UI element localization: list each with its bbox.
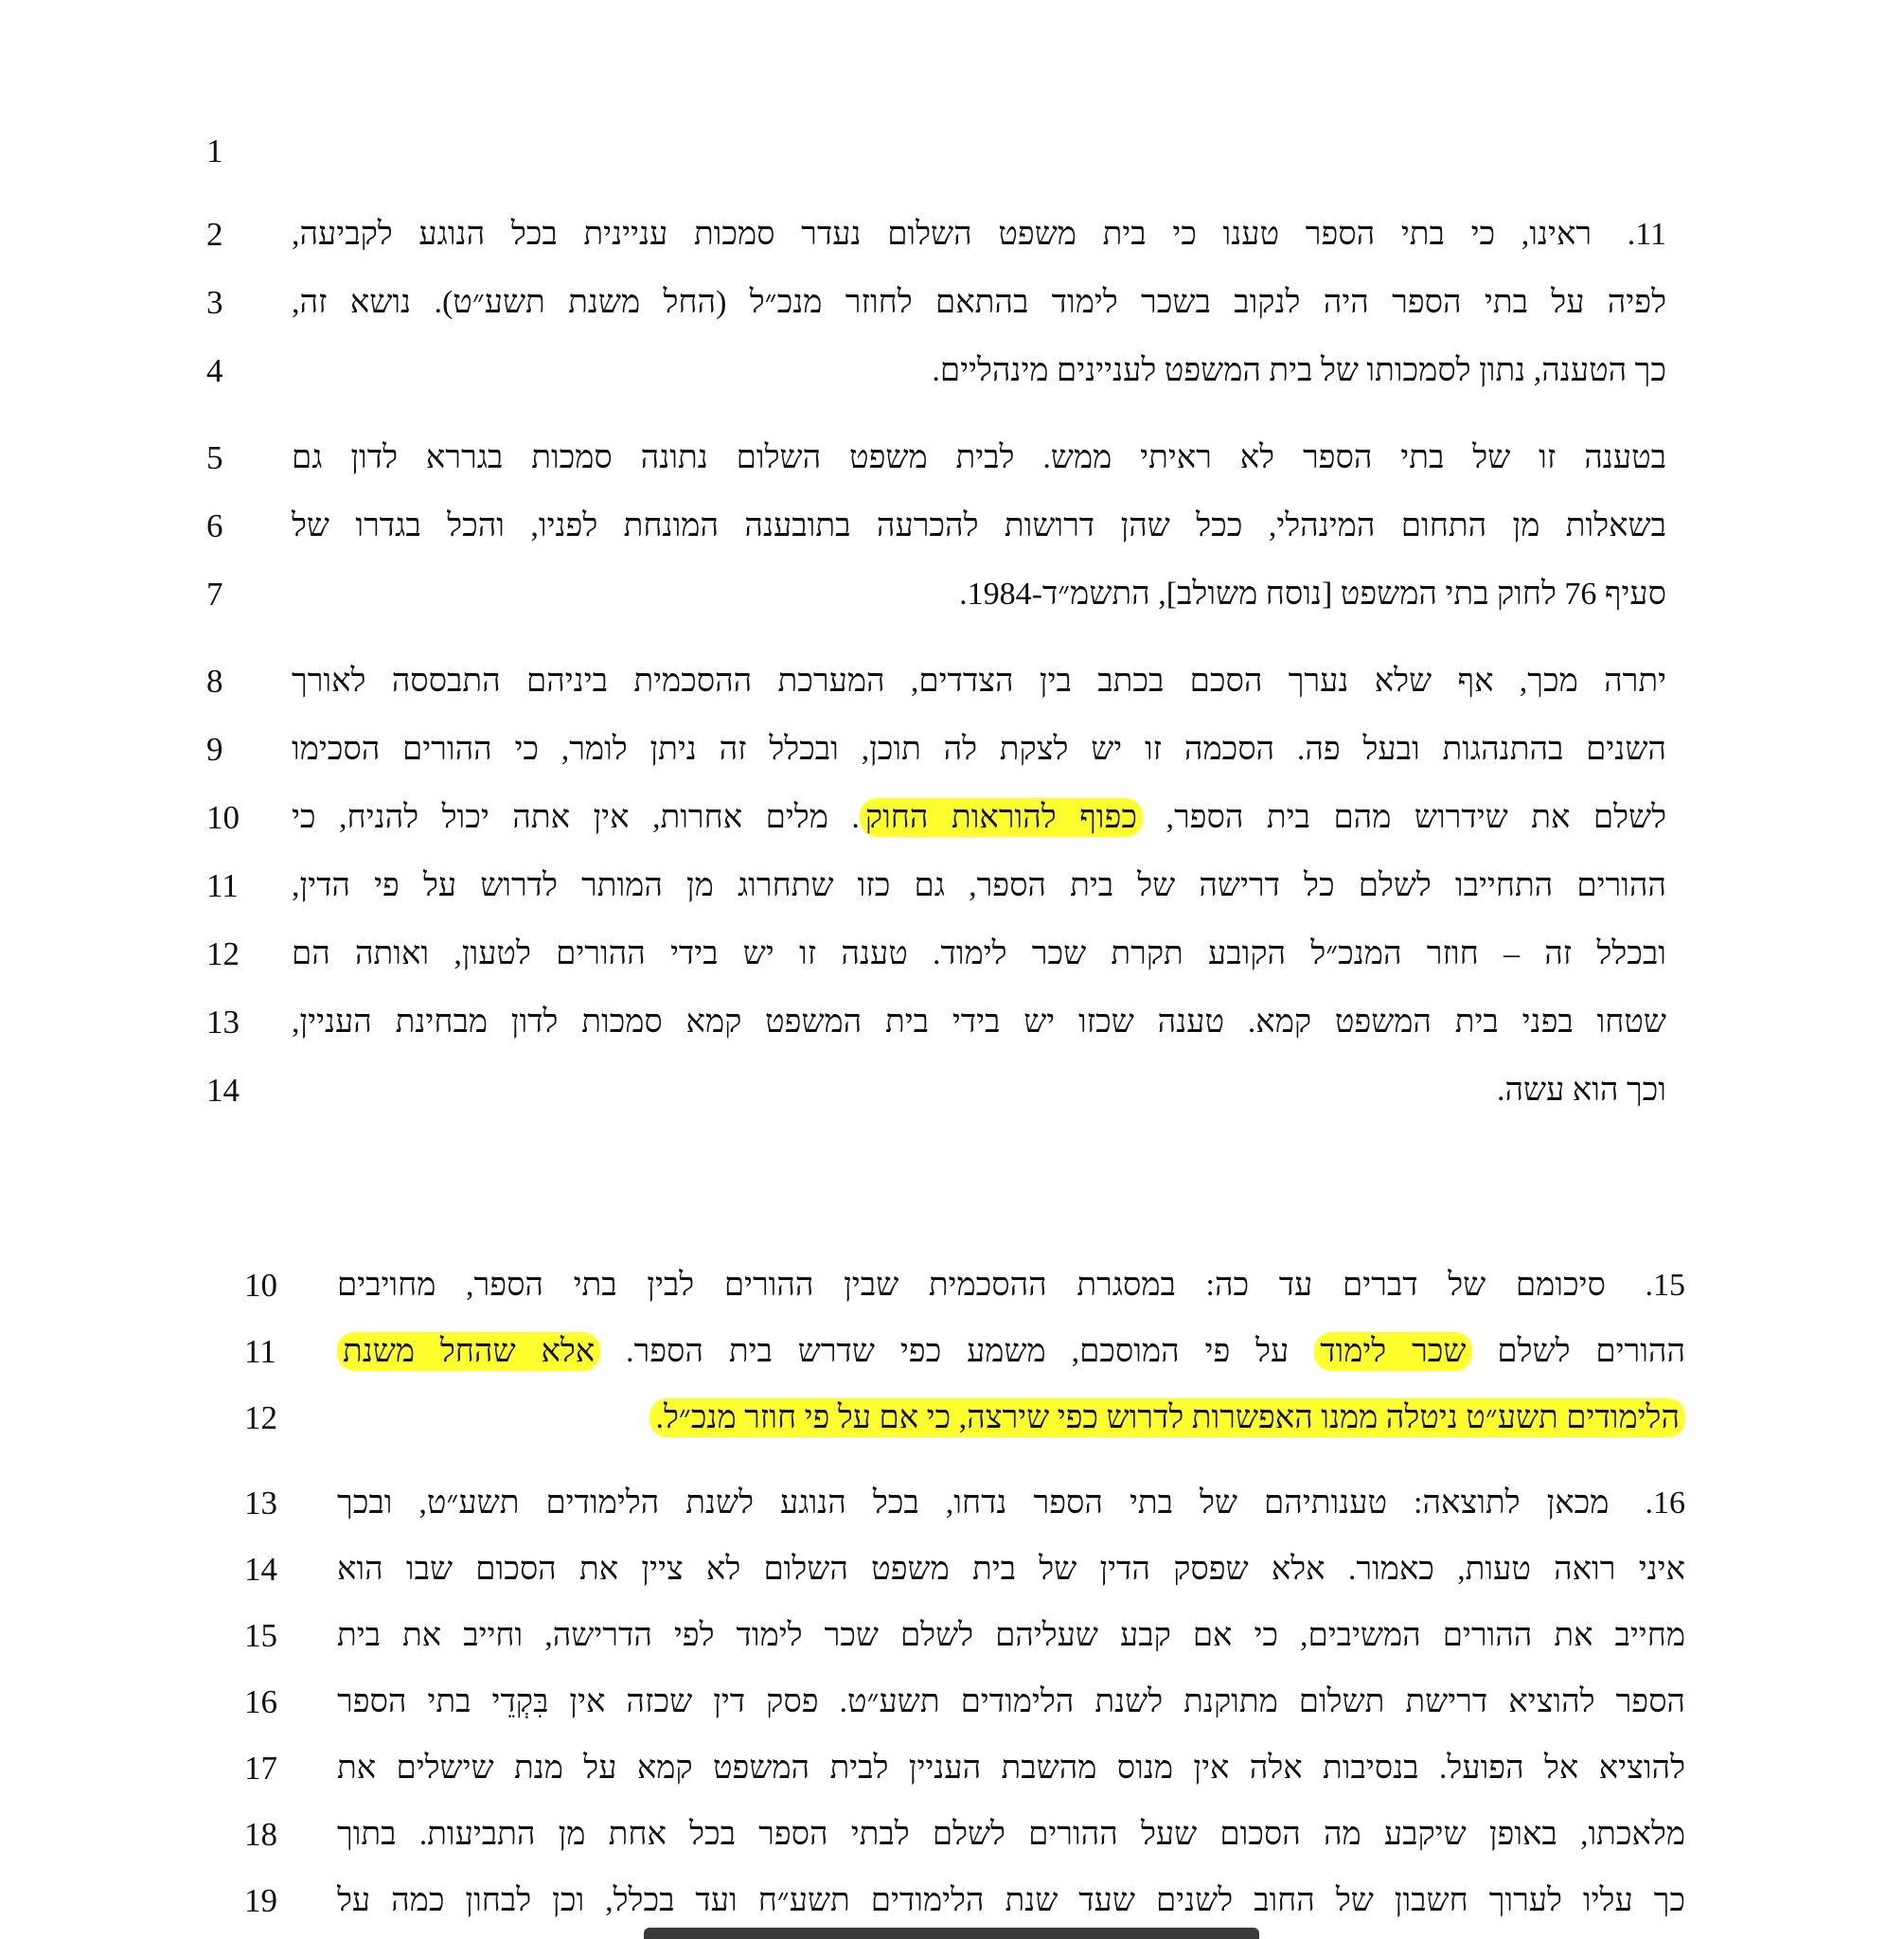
line-content: מכאן לתוצאה: טענותיהם של בתי הספר נדחו, בכל הנוגע לשנת הלימודים תשע״ט, ובכך: [337, 1485, 1610, 1521]
line-number: 8: [206, 663, 223, 700]
line-number: 12: [244, 1399, 277, 1436]
highlighted-text: אלא שהחל משנת: [337, 1332, 600, 1371]
line-text: [292, 1057, 1666, 1125]
line-text: [337, 1801, 1685, 1869]
line-text: [337, 1867, 1685, 1935]
line-number: 11: [244, 1333, 276, 1370]
paragraph-number: 15.: [1645, 1268, 1685, 1303]
line-content: כך עליו לערוך חשבון של החוב לשנים שעד שנת הלימודים תשע״ח ועד בכלל, וכן לבחון כמה על: [337, 1883, 1685, 1918]
line-number: 10: [244, 1267, 277, 1304]
line-content: בשאלות מן התחום המינהלי, ככל שהן דרושות להכרעה בתובענה המונחת לפניו, והכל בגדרו של: [292, 508, 1666, 543]
line-content: מחייב את ההורים המשיבים, כי אם קבע שעליהם לשלם שכר לימוד לפי הדרישה, וחייב את בית: [337, 1618, 1685, 1653]
line-number: 19: [244, 1882, 277, 1919]
line-text: [292, 648, 1666, 716]
line-number: 15: [244, 1617, 277, 1654]
line-text: [292, 201, 1666, 269]
line-number: 11: [206, 867, 239, 904]
line-number: 13: [244, 1485, 277, 1521]
line-text: [292, 716, 1666, 784]
line-content: ראינו, כי בתי הספר טענו כי בית משפט השלום נעדר סמכות עניינית בכל הנוגע לקביעה,: [292, 217, 1593, 252]
line-content: השנים בהתנהגות ובעל פה. הסכמה זו יש לצקת לה תוכן, ובכלל זה ניתן לומר, כי ההורים הסכימו: [292, 732, 1666, 767]
line-number: 12: [206, 935, 240, 972]
line-text: [337, 1252, 1685, 1320]
line-content: להוציא אל הפועל. בנסיבות אלה אין מנוס מהשבת העניין לבית המשפט קמא על מנת שישלים את: [337, 1751, 1685, 1786]
line-text: [337, 1602, 1685, 1670]
line-number: 1: [206, 133, 223, 169]
line-number: 10: [206, 799, 240, 836]
line-content: מלאכתו, באופן שיקבע מה הסכום שעל ההורים לשלם לבתי הספר בכל אחת מן התביעות. בתוך: [337, 1817, 1685, 1852]
line-content: ההורים התחייבו לשלם כל דרישה של בית הספר, גם כזו שתחרוג מן המותר לדרוש על פי הדין,: [292, 868, 1666, 903]
line-text: [292, 337, 1666, 405]
line-number: 5: [206, 439, 223, 476]
line-text: [292, 852, 1666, 920]
line-number: 14: [206, 1072, 240, 1109]
line-text: [337, 1318, 1685, 1386]
line-content: וכך הוא עשה.: [1496, 1073, 1666, 1108]
line-content: איני רואה טעות, כאמור. אלא שפסק הדין של בית משפט השלום לא ציין את הסכום שבו הוא: [337, 1552, 1685, 1587]
line-number: 2: [206, 216, 223, 253]
line-text: [292, 784, 1666, 852]
line-text: [292, 424, 1666, 492]
line-content: כך הטענה, נתון לסמכותו של בית המשפט לעניינים מינהליים.: [932, 353, 1666, 388]
line-number: 14: [244, 1551, 277, 1588]
line-text: [337, 1384, 1685, 1452]
line-text: [292, 269, 1666, 337]
line-text: [292, 920, 1666, 988]
line-content: . מלים אחרות, אין אתה יכול להניח, כי: [292, 800, 860, 835]
line-text: [337, 1469, 1685, 1538]
paragraph-number: 11.: [1627, 217, 1666, 252]
line-text: [292, 988, 1666, 1057]
line-number: 3: [206, 284, 223, 321]
line-number: 13: [206, 1004, 240, 1041]
highlighted-text: כפוף להוראות החוק: [860, 798, 1143, 837]
line-number: 4: [206, 352, 223, 389]
line-text: [292, 560, 1666, 629]
line-content: שטחו בפני בית המשפט קמא. טענה שכזו יש בידי בית המשפט קמא סמכות לדון מבחינת העניין,: [292, 1005, 1666, 1040]
line-text: [337, 1536, 1685, 1604]
line-content: לפיה על בתי הספר היה לנקוב בשכר לימוד בהתאם לחוזר מנכ״ל (החל משנת תשע״ט). נושא זה,: [292, 285, 1666, 320]
line-content: סיכומם של דברים עד כה: במסגרת ההסכמית שבין ההורים לבין בתי הספר, מחויבים: [337, 1268, 1606, 1303]
line-number: 17: [244, 1750, 277, 1787]
line-content: סעיף 76 לחוק בתי המשפט [נוסח משולב], התשמ״ד-1984.: [959, 577, 1666, 612]
line-content: לשלם את שידרוש מהם בית הספר,: [1142, 800, 1666, 835]
line-number: 6: [206, 507, 223, 544]
line-number: 9: [206, 731, 223, 768]
line-number: 18: [244, 1816, 277, 1853]
line-text: [337, 1734, 1685, 1803]
line-content: על פי המוסכם, משמע כפי שדרש בית הספר.: [600, 1334, 1315, 1369]
line-number: 16: [244, 1683, 277, 1720]
line-text: [292, 492, 1666, 560]
line-content: ההורים לשלם: [1471, 1334, 1685, 1369]
line-content: בטענה זו של בתי הספר לא ראיתי ממש. לבית משפט השלום נתונה סמכות בגררא לדון גם: [292, 440, 1666, 475]
horizontal-scrollbar[interactable]: [644, 1928, 1259, 1939]
line-content: יתרה מכך, אף שלא נערך הסכם בכתב בין הצדדים, המערכת ההסכמית ביניהם התבססה לאורך: [292, 664, 1666, 699]
paragraph-number: 16.: [1645, 1485, 1685, 1521]
line-number: 7: [206, 576, 223, 613]
line-content: הספר להוציא דרישת תשלום מתוקנת לשנת הלימודים תשע״ט. פסק דין שכזה אין בִּקְדֵי בתי הספר: [337, 1684, 1685, 1719]
line-text: [337, 1668, 1685, 1736]
line-content: ובכלל זה – חוזר המנכ״ל הקובע תקרת שכר לימוד. טענה זו יש בידי ההורים לטעון, ואותה הם: [292, 936, 1666, 971]
highlighted-text: הלימודים תשע״ט ניטלה ממנו האפשרות לדרוש כפי שירצה, כי אם על פי חוזר מנכ״ל.: [649, 1398, 1685, 1437]
highlighted-text: שכר לימוד: [1314, 1332, 1471, 1371]
